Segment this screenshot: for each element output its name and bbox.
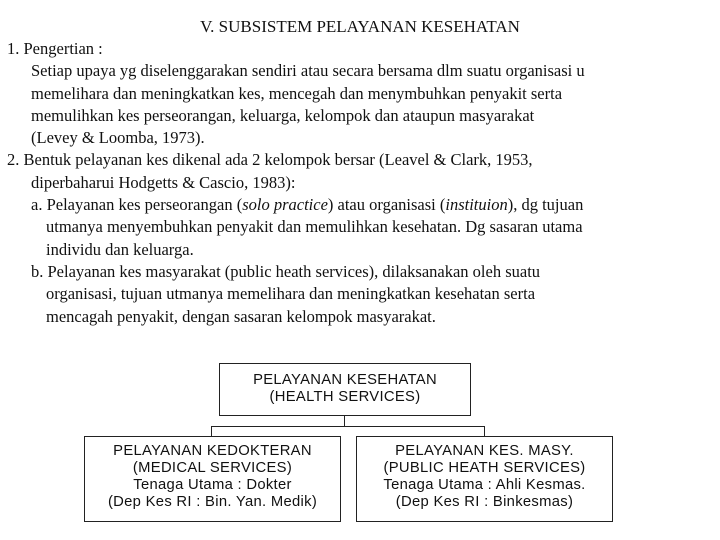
item-a-line1 [7,194,717,216]
item-a-term-institution: instituion [445,195,508,215]
diagram-box-public-health-services [356,436,613,522]
diagram-top-line2: (HEALTH SERVICES) [269,389,421,405]
section1-line: Setiap upaya yg diselenggarakan sendiri atau secara bersama dlm suatu organisasi u [31,61,585,81]
section1-line: (Levey & Loomba, 1973). [31,128,205,148]
section1-line: memelihara dan meningkatkan kes, mencegah dan menymbuhkan penyakit serta [31,83,563,103]
diagram-top-line1: PELAYANAN KESEHATAN [253,372,437,388]
diagram-box-medical-services [84,436,341,522]
section1-heading: 1. Pengertian : [7,39,103,58]
body-text [7,38,717,328]
diagram-right-line3: Tenaga Utama : Ahli Kesmas. [383,477,586,493]
item-b-line1: b. Pelayanan kes masyarakat (public heath services), dilaksanakan oleh suatu [31,261,541,281]
item-a-term-solo: solo practice [242,195,328,215]
item-a-prefix: a. Pelayanan kes perseorangan ( [31,195,243,215]
diagram-right-line4: (Dep Kes RI : Binkesmas) [395,494,574,510]
diagram-right-line2: (PUBLIC HEATH SERVICES) [383,460,586,476]
diagram-left-line1: PELAYANAN KEDOKTERAN [113,443,312,459]
item-a-suffix: ), dg tujuan [507,195,584,215]
page-title: V. SUBSISTEM PELAYANAN KESEHATAN [200,17,520,36]
diagram-connector-horizontal [211,426,485,427]
diagram-connector-right [484,426,485,436]
diagram-box-health-services [219,363,471,416]
section1-line: memulihkan kes perseorangan, keluarga, kelompok dan ataupun masyarakat [31,105,535,125]
diagram-right-line1: PELAYANAN KES. MASY. [395,443,574,459]
diagram-connector-vertical [344,416,345,426]
item-b-line3: mencagah penyakit, dengan sasaran kelompok masyarakat. [46,306,436,326]
item-b-line2: organisasi, tujuan utmanya memelihara dan meningkatkan kesehatan serta [46,284,536,304]
diagram-connector-left [211,426,212,436]
diagram-left-line4: (Dep Kes RI : Bin. Yan. Medik) [107,494,318,510]
section2-heading: 2. Bentuk pelayanan kes dikenal ada 2 kelompok bersar (Leavel & Clark, 1953, [7,150,533,170]
section2-heading-cont: diperbaharui Hodgetts & Cascio, 1983): [31,172,296,192]
item-a-mid: ) atau organisasi ( [327,195,446,215]
diagram-left-line3: Tenaga Utama : Dokter [133,477,292,493]
item-a-line2: utmanya menyembuhkan penyakit dan memulihkan kesehatan. Dg sasaran utama [46,217,583,237]
diagram-left-line2: (MEDICAL SERVICES) [132,460,293,476]
item-a-line3: individu dan keluarga. [46,239,194,259]
